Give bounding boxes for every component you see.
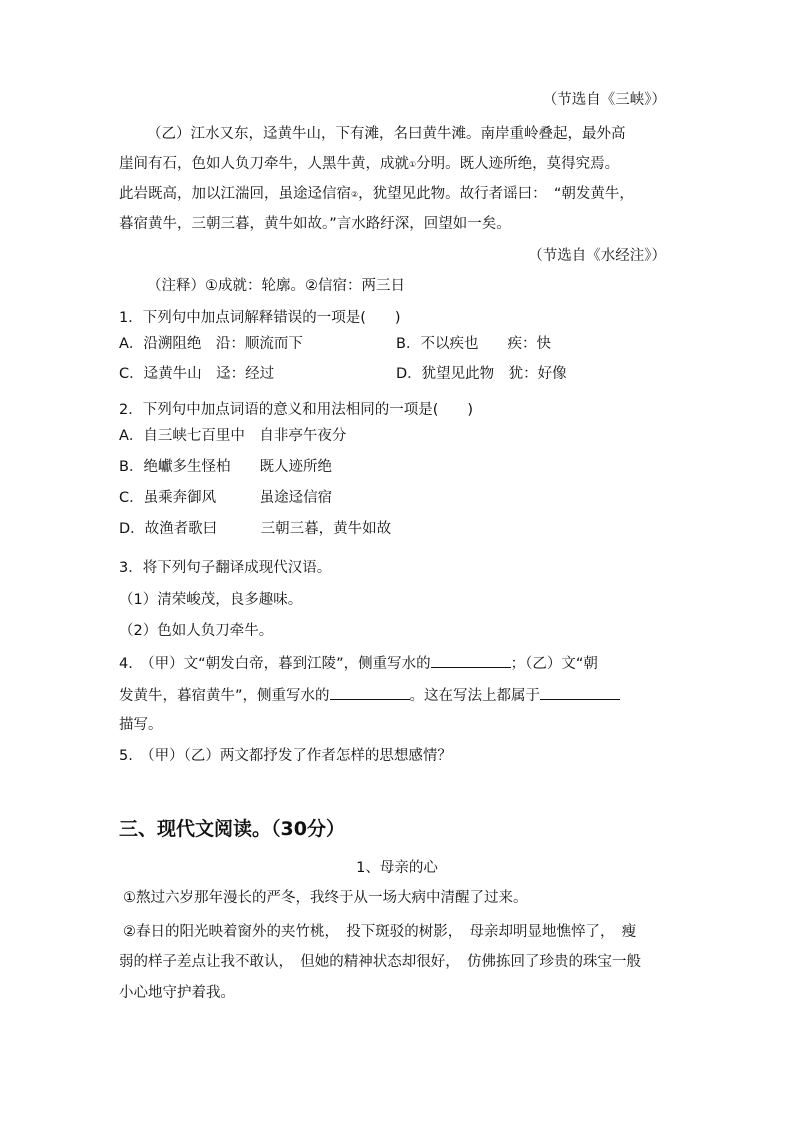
- question-4-text-1: 4. （甲）文“朝发白帝，暮到江陵”，侧重写水的: [119, 656, 431, 672]
- article-title: 1、母亲的心: [356, 860, 438, 876]
- yi-line-3-text-b: ，犹望见此物。故行者谣曰： “朝发黄牛，: [358, 186, 634, 202]
- question-4-line-3: 描写。: [119, 717, 163, 733]
- question-3-stem: 3．将下列句子翻译成现代汉语。: [119, 560, 332, 576]
- article-paragraph-2-line-2: 弱的样子差点让我不敢认， 但她的精神状态却很好， 仿佛拣回了珍贵的珠宝一般: [119, 954, 641, 970]
- question-1-option-a: A．沿溯阻绝 沿：顺流而下: [119, 336, 303, 352]
- question-1-option-c: C．迳黄牛山 迳：经过: [119, 366, 275, 382]
- article-paragraph-2-line-3: 小心地守护着我。: [119, 985, 235, 1001]
- yi-passage-line-3: [119, 184, 709, 205]
- question-4-text-4: 。这在写法上都属于: [409, 688, 541, 704]
- question-4-line-2: [119, 685, 709, 706]
- yi-line-2-text-a: 崖间有石，色如人负刀牵牛，人黑牛黄，成就: [119, 156, 409, 172]
- article-paragraph-1: ①熬过六岁那年漫长的严冬，我终于从一场大病中清醒了过来。: [123, 890, 528, 906]
- footnote-marker-1: ①: [409, 160, 417, 169]
- source-note-shuijingzhu: （节选自《水经注》）: [528, 248, 666, 264]
- annotation-note: （注释）①成就：轮廓。②信宿：两三日: [147, 278, 405, 294]
- yi-passage-line-2: [119, 154, 709, 175]
- yi-line-3-text-a: 此岩既高，加以江湍回，虽途迳信宿: [119, 186, 351, 202]
- footnote-marker-2: ②: [351, 190, 359, 199]
- question-2-option-c: C．虽乘奔御风 虽途迳信宿: [119, 490, 333, 506]
- question-2-option-d: D．故渔者歌曰 三朝三暮，黄牛如故: [119, 521, 392, 537]
- answer-blank-1[interactable]: [431, 653, 511, 668]
- question-2-stem: 2．下列句中加点词语的意义和用法相同的一项是( ): [119, 402, 474, 418]
- yi-line-2-text-b: 分明。既人迹所绝，莫得究焉。: [416, 156, 620, 172]
- question-4-line-1: [119, 653, 709, 674]
- source-note-sanxia: （节选自《三峡》）: [542, 92, 666, 108]
- answer-blank-3[interactable]: [540, 685, 620, 700]
- section-3-heading: 三、现代文阅读。（30分）: [119, 818, 345, 840]
- question-4-text-3: 发黄牛，暮宿黄牛”，侧重写水的: [119, 688, 330, 704]
- answer-blank-2[interactable]: [330, 685, 410, 700]
- question-1-stem: 1．下列句中加点词解释错误的一项是( ): [119, 310, 401, 326]
- question-2-option-b: B．绝巘多生怪柏 既人迹所绝: [119, 459, 332, 475]
- article-paragraph-2-line-1: ②春日的阳光映着窗外的夹竹桃， 投下斑驳的树影， 母亲却明显地憔悴了， 瘦: [123, 924, 637, 940]
- yi-passage-line-4: 暮宿黄牛，三朝三暮，黄牛如故。”言水路纡深，回望如一矣。: [119, 216, 511, 232]
- question-3-sentence-1: （1）清荣峻茂，良多趣味。: [119, 592, 303, 608]
- question-5: 5. （甲）（乙）两文都抒发了作者怎样的思想感情？: [119, 748, 452, 764]
- question-4-text-2: ；（乙）文“朝: [510, 656, 598, 672]
- yi-passage-line-1: （乙）江水又东，迳黄牛山，下有滩，名曰黄牛滩。南岸重岭叠起，最外高: [147, 126, 626, 142]
- question-2-option-a: A．自三峡七百里中 自非亭午夜分: [119, 428, 347, 444]
- question-1-option-d: D．犹望见此物 犹：好像: [396, 366, 567, 382]
- question-1-option-b: B．不以疾也 疾：快: [396, 336, 551, 352]
- question-3-sentence-2: （2）色如人负刀牵牛。: [119, 623, 274, 639]
